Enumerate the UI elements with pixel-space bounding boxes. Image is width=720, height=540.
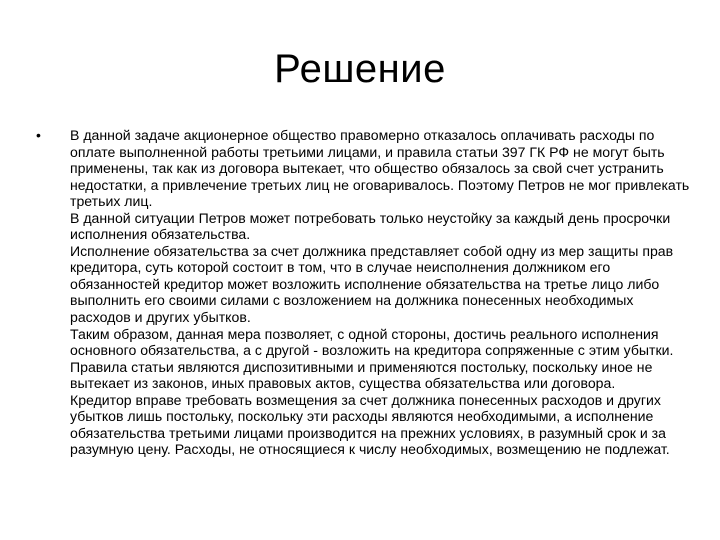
paragraph-6: Кредитор вправе требовать возмещения за счет должника понесенных расходов и других убытков лишь постольку, поскольку эти расходы являются необходимыми, а исполнение обязательства третьими лицами производится на прежних условиях, в разумный срок и за разумную цену. Расходы, не относящиеся к числу необходимых, возмещению не подлежат. [70,391,670,458]
slide-content [36,127,696,458]
bullet-item [36,127,696,458]
paragraph-3: Исполнение обязательства за счет должника представляет собой одну из мер защиты прав кредитора, суть которой состоит в том, что в случае неисполнения должником его обязанностей кредитор может возложить исполнение обязательства на третье лицо либо выполнить его своими силами с возложением на должника понесенных необходимых расходов и других убытков. [70,242,674,326]
paragraph-4: Таким образом, данная мера позволяет, с одной стороны, достичь реального исполнения основного обязательства, а с другой - возложить на кредитора сопряженные с этим убытки. [70,325,674,359]
paragraph-5: Правила статьи являются диспозитивными и применяются постольку, поскольку иное не вытекает из законов, иных правовых актов, существа обязательства или договора. [70,358,653,392]
slide-title: Решение [274,47,446,91]
paragraph-1: В данной задаче акционерное общество правомерно отказалось оплачивать расходы по оплате выполненной работы третьими лицами, и правила статьи 397 ГК РФ не могут быть применены, так как из договора вытекает, что общество обязалось за свой счет устранить недостатки, а привлечение третьих лиц не оговаривалось. Поэтому Петров не мог привлекать третьих лиц. [70,127,690,210]
bullet-text [70,127,694,458]
paragraph-2: В данной ситуации Петров может потребовать только неустойку за каждый день просрочки исполнения обязательства. [70,209,671,243]
bullet-marker: • [36,127,41,143]
